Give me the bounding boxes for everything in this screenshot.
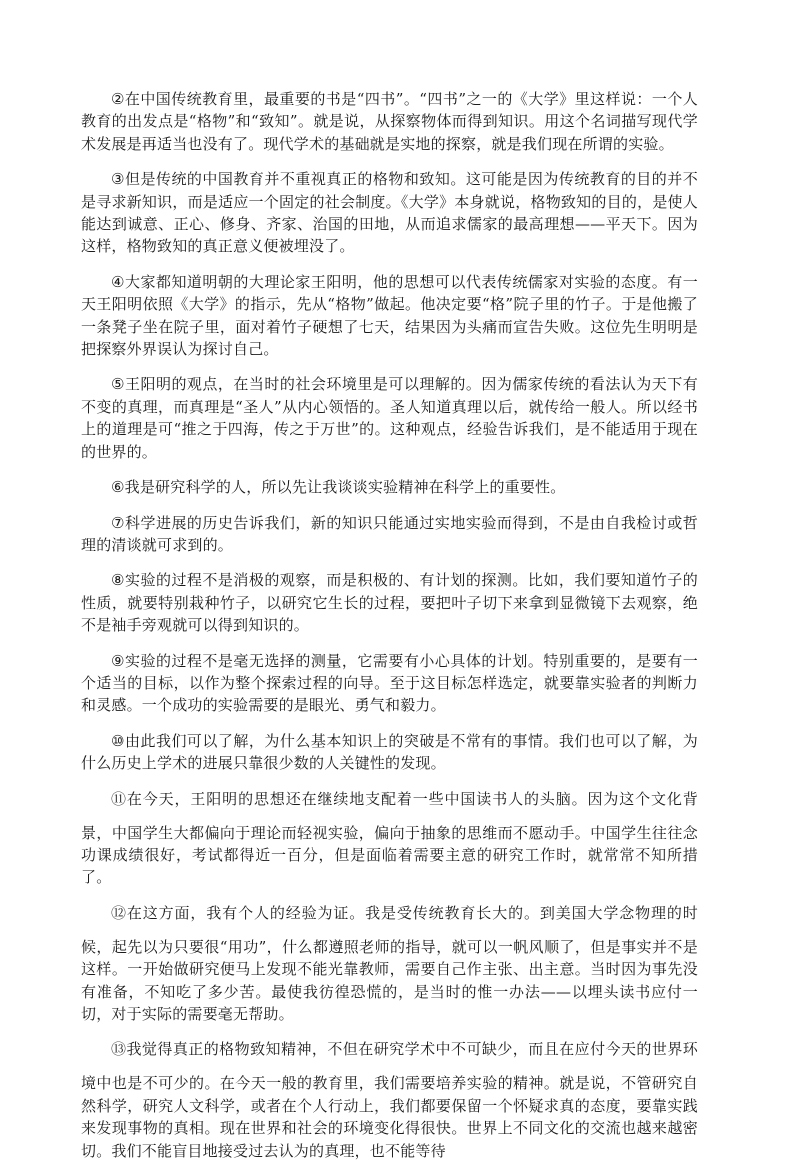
paragraph-number: ⑦ <box>111 513 125 532</box>
paragraph-number: ⑬ <box>111 1040 127 1059</box>
paragraph-3 <box>81 168 698 258</box>
paragraph-text: 我觉得真正的格物致知精神，不但在研究学术中不可缺少，而且在应付今天的世界环境中也是不可少的。在今天一般的教育里，我们需要培养实验的精神。就是说，不管研究自然科学，研究人文科学，或者在个人行动上，我们都要保留一个怀疑求真的态度，要靠实践来发现事物的真相。现在世界和社会的环境变化得很快。世界上不同文化的交流也越来越密切。我们不能盲目地接受过去认为的真理，也不能等待 <box>81 1040 698 1160</box>
paragraph-number: ⑥ <box>111 478 125 497</box>
paragraph-2 <box>81 88 698 155</box>
paragraph-text: 大家都知道明朝的大理论家王阳明，他的思想可以代表传统儒家对实验的态度。有一天王阳明依照《大学》的指示，先从“格物”做起。他决定要“格”院子里的竹子。于是他搬了一条凳子坐在院子里，面对着竹子硬想了七天，结果因为头痛而宣告失败。这位先生明明是把探察外界误认为探讨自己。 <box>81 272 698 359</box>
paragraph-number: ④ <box>111 272 125 291</box>
paragraph-4 <box>81 271 698 361</box>
paragraph-text: 在中国传统教育里，最重要的书是“四书”。“四书”之一的《大学》里这样说：一个人教育的出发点是“格物”和“致知”。就是说，从探察物体而得到知识。用这个名词描写现代学术发展是再适当也没有了。现代学术的基础就是实地的探察，就是我们现在所谓的实验。 <box>81 90 698 153</box>
paragraph-number: ⑤ <box>111 375 125 394</box>
paragraph-text: 科学进展的历史告诉我们，新的知识只能通过实地实验而得到，不是由自我检讨或哲理的清谈就可求到的。 <box>81 513 698 554</box>
paragraph-number: ⑫ <box>111 903 127 922</box>
paragraph-number: ③ <box>111 170 125 189</box>
paragraph-number: ⑩ <box>111 731 125 750</box>
paragraph-text: 王阳明的观点，在当时的社会环境里是可以理解的。因为儒家传统的看法认为天下有不变的真理，而真理是“圣人”从内心领悟的。圣人知道真理以后，就传给一般人。所以经书上的道理是可“推之于四海，传之于万世”的。这种观点，经验告诉我们，是不能适用于现在的世界的。 <box>81 375 698 461</box>
paragraph-13 <box>81 1038 698 1162</box>
paragraph-12 <box>81 902 698 1026</box>
paragraph-9 <box>81 650 698 717</box>
paragraph-text: 在这方面，我有个人的经验为证。我是受传统教育长大的。到美国大学念物理的时候，起先以为只要很“用功”，什么都遵照老师的指导，就可以一帆风顺了，但是事实并不是这样。一开始做研究便马上发现不能光靠教师，需要自己作主张、出主意。当时因为事先没有准备，不知吃了多少苦。最使我彷徨恐慌的，是当时的惟一办法——以埋头读书应付一切，对于实际的需要毫无帮助。 <box>81 903 698 1023</box>
paragraph-number: ⑧ <box>111 571 125 590</box>
paragraph-7 <box>81 512 698 557</box>
paragraph-5 <box>81 373 698 463</box>
paragraph-number: ⑨ <box>111 651 125 670</box>
paragraph-number: ② <box>111 90 125 108</box>
paragraph-text: 实验的过程不是消极的观察，而是积极的、有计划的探测。比如，我们要知道竹子的性质，就要特别栽种竹子，以研究它生长的过程，要把叶子切下来拿到显微镜下去观察，绝不是袖手旁观就可以得到知识的。 <box>81 571 698 635</box>
paragraph-number: ⑪ <box>111 789 127 808</box>
paragraph-11 <box>81 788 698 889</box>
paragraph-text: 实验的过程不是毫无选择的测量，它需要有小心具体的计划。特别重要的，是要有一个适当的目标，以作为整个探索过程的向导。至于这目标怎样选定，就要靠实验者的判断力和灵感。一个成功的实验需要的是眼光、勇气和毅力。 <box>81 651 698 715</box>
paragraph-10 <box>81 730 698 775</box>
paragraph-text: 在今天，王阳明的思想还在继续地支配着一些中国读书人的头脑。因为这个文化背景，中国学生大都偏向于理论而轻视实验，偏向于抽象的思维而不愿动手。中国学生往往念功课成绩很好，考试都得近一百分，但是面临着需要主意的研究工作时，就常常不知所措了。 <box>81 789 698 887</box>
paragraph-8 <box>81 569 698 636</box>
paragraph-6 <box>81 476 698 498</box>
paragraph-text: 但是传统的中国教育并不重视真正的格物和致知。这可能是因为传统教育的目的并不是寻求新知识，而是适应一个固定的社会制度。《大学》本身就说，格物致知的目的，是使人能达到诚意、正心、修身、齐家、治国的田地，从而追求儒家的最高理想——平天下。因为这样，格物致知的真正意义便被埋没了。 <box>81 170 698 256</box>
paragraph-text: 由此我们可以了解，为什么基本知识上的突破是不常有的事情。我们也可以了解，为什么历史上学术的进展只靠很少数的人关键性的发现。 <box>81 731 698 773</box>
paragraph-text: 我是研究科学的人，所以先让我谈谈实验精神在科学上的重要性。 <box>124 478 566 497</box>
document-body <box>81 88 698 1162</box>
